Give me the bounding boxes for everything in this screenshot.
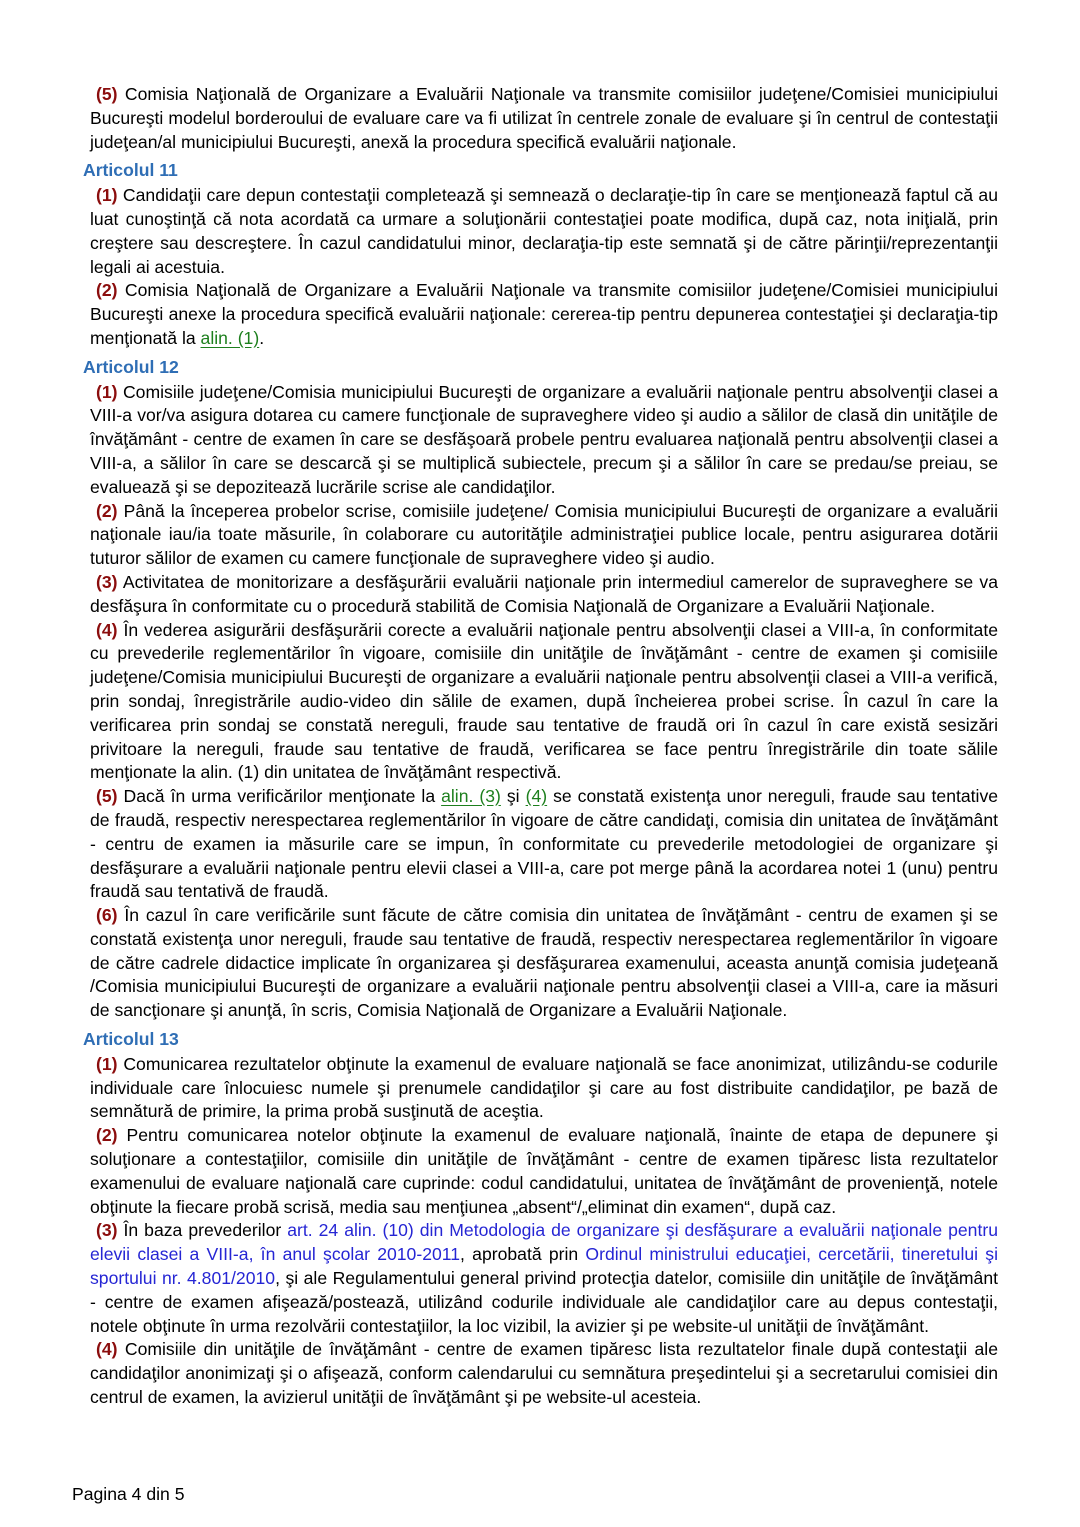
paragraph-number: (6) [96, 905, 118, 926]
paragraph [90, 279, 998, 350]
paragraph-number: (3) [96, 571, 118, 592]
paragraph [90, 785, 998, 904]
page-number-footer: Pagina 4 din 5 [72, 1484, 185, 1504]
paragraph-number: (2) [96, 1125, 118, 1146]
paragraph [90, 904, 998, 1023]
reference-link-alin-4[interactable]: (4) [525, 786, 548, 807]
paragraph-text: Comisiile din unităţile de învăţământ - centre de examen tipăresc lista rezultatelor finale după contestaţii ale candidaţilor anonimizaţi şi o afişează, conform calendarului cu semnătura preşedintelui şi a secretarului comisiei din centrul de examen, la avizierul unităţii de învăţământ şi pe website-ul acesteia. [90, 1339, 998, 1408]
paragraph-text: , şi ale Regulamentului general privind protecţia datelor, comisiile din unităţile de învăţământ - centre de examen afişează/postează, utilizând codurile individuale ale candidaţilor care au depus contestaţii, notele obţinute în urma rezolvării contestaţiilor, la loc vizibil, la avizier şi pe website-ul unităţii de învăţământ. [90, 1268, 998, 1336]
paragraph [90, 500, 998, 571]
reference-link-alin-1[interactable]: alin. (1) [200, 327, 260, 348]
paragraph-number: (1) [96, 1053, 118, 1074]
paragraph-number: (1) [96, 185, 118, 206]
paragraph [90, 1124, 998, 1219]
paragraph-number: (4) [96, 619, 118, 640]
article-heading-11: Articolul 11 [83, 160, 178, 181]
paragraph-text: , aprobată prin [460, 1244, 586, 1265]
paragraph-number: (5) [96, 84, 118, 104]
paragraph-text: se constată existenţa unor nereguli, fraude sau tentative de fraudă, respectiv nerespectarea reglementărilor în vigoare de către candidaţi, comisia din unitatea de învăţământ - centru de examen ia măsurile care se impun, în conformitate cu prevederile metodologiei de organizare şi desfăşurare a evaluării naţionale pentru elevii clasei a VIII-a, care pot merge până la acordarea notei 1 (unu) pentru fraudă sau tentativă de fraudă. [90, 786, 999, 902]
paragraph-text: şi [500, 786, 526, 807]
paragraph [90, 1219, 998, 1338]
paragraph-text: În vederea asigurării desfăşurării corecte a evaluării naţionale pentru absolvenţii clasei a VIII-a, în conformitate cu prevederile reglementărilor în vigoare, comisiile din unităţile de învăţământ - centre de examen şi comisiile judeţene/Comisia municipiului Bucureşti de organizare a evaluării naţionale pentru absolvenţii clasei a VIII-a verifică, prin sondaj, înregistrările audio-video din sălile de examen, după încheierea probei scrise. În cazul în care la verificarea prin sondaj se constată nereguli, fraude sau tentative de fraudă ori în cazul în care există sesizări privitoare la nereguli, fraude sau tentative de fraudă, verificarea se face pentru înregistrările din toate sălile menţionate la alin. (1) din unitatea de învăţământ respectivă. [90, 619, 998, 783]
paragraph-text: Candidaţii care depun contestaţii completează şi semnează o declaraţie-tip în care se menţionează faptul că au luat cunoştinţă că nota acordată ca urmare a soluţionării contestaţiei poate modifica, după caz, nota iniţială, prin creştere sau descreştere. În cazul candidatului minor, declaraţia-tip este semnată şi de către părinţii/reprezentanţii legali ai acestuia. [90, 185, 998, 277]
reference-link-metodologie[interactable]: art. 24 alin. (10) din Metodologia de organizare şi desfăşurare a evaluării naţionale pentru elevii clasei a VIII-a, în anul şcolar 2010-2011 [90, 1220, 998, 1265]
paragraph-text: Până la începerea probelor scrise, comisiile judeţene/ Comisia municipiului Bucureşti de organizare a evaluării naţionale iau/ia toate măsurile, în colaborare cu autorităţile administraţiei publice locale, pentru asigurarea dotării tuturor sălilor de examen cu camere funcţionale de supraveghere video şi audio. [90, 500, 999, 569]
paragraph-number: (5) [96, 786, 118, 807]
paragraph-number: (2) [96, 500, 118, 521]
paragraph [90, 1338, 998, 1409]
paragraph-text: Comisia Naţională de Organizare a Evaluării Naţionale va transmite comisiilor judeţene/Comisiei municipiului Bucureşti anexe la procedura specifică evaluării naţionale: cererea-tip pentru depunerea contestaţiei şi declaraţia-tip menţionată la [90, 280, 999, 348]
paragraph-text: Comunicarea rezultatelor obţinute la examenul de evaluare naţională se face anonimizat, utilizându-se codurile individuale care înlocuiesc numele şi prenumele candidaţilor şi care au fost distribuite candidaţilor, pe bază de semnătură de primire, la prima probă susţinută de aceştia. [90, 1053, 998, 1122]
paragraph-number: (1) [96, 381, 118, 402]
paragraph-text: Pentru comunicarea notelor obţinute la examenul de evaluare naţională, înainte de etapa de depunere şi soluţionare a contestaţiilor, comisiile din unităţile de învăţământ - centre de examen tipăresc lista rezultatelor examenului de evaluare naţională care cuprinde: codul candidatului, unitatea de învăţământ de provenienţă, notele obţinute la fiecare probă scrisă, media sau menţiunea „absent“/„eliminat din examen“, după caz. [90, 1125, 998, 1217]
paragraph-text: Dacă în urma verificărilor menţionate la [123, 786, 442, 807]
paragraph [90, 571, 998, 619]
paragraph-number: (4) [96, 1339, 118, 1360]
reference-link-ordin[interactable]: Ordinul ministrului educaţiei, cercetării, tineretului şi sportului nr. 4.801/2010 [90, 1244, 998, 1289]
paragraph [90, 619, 998, 786]
paragraph [90, 381, 998, 500]
paragraph-number: (2) [96, 280, 118, 301]
article-heading-13: Articolul 13 [83, 1029, 179, 1050]
reference-link-alin-3[interactable]: alin. (3) [441, 786, 501, 807]
paragraph-text: Comisiile judeţene/Comisia municipiului Bucureşti de organizare a evaluării naţionale pentru absolvenţii clasei a VIII-a vor/va asigura dotarea cu camere funcţionale de supraveghere video şi audio a sălilor de clasă din unităţile de învăţământ - centre de examen în care se desfăşoară probele pentru evaluarea naţională pentru absolvenţii clasei a VIII-a, a sălilor în care se descarcă şi se multiplică subiectele, precum şi a sălilor în care se predau/se preiau, se evaluează şi se depozitează lucrările scrise ale candidaţilor. [90, 381, 998, 497]
paragraph [90, 184, 998, 279]
document-body [83, 83, 999, 1410]
paragraph-text: În baza prevederilor [123, 1220, 288, 1241]
paragraph-text: . [259, 327, 265, 348]
paragraph-text: În cazul în care verificările sunt făcute de către comisia din unitatea de învăţământ - centru de examen şi se constată existenţa unor nereguli, fraude sau tentative de fraudă, respectiv nerespectarea reglementărilor în vigoare de către cadrele didactice implicate în organizarea şi desfăşurarea examenului, aceasta anunţă comisia judeţeană /Comisia municipiului Bucureşti de organizare a evaluării naţionale pentru absolvenţii clasei a VIII-a, care ia măsuri de sancţionare şi anunţă, în scris, Comisia Naţională de Organizare a Evaluării Naţionale. [90, 905, 998, 1021]
paragraph-text: Comisia Naţională de Organizare a Evaluării Naţionale va transmite comisiilor judeţene/Comisiei municipiului Bucureşti modelul borderoului de evaluare care va fi utilizat în centrele zonale de evaluare şi în centrul de contestaţii judeţean/al municipiului Bucureşti, anexă la procedura specifică evaluării naţionale. [90, 84, 999, 152]
article-heading-12: Articolul 12 [83, 356, 179, 377]
paragraph-number: (3) [96, 1220, 118, 1241]
paragraph-text: Activitatea de monitorizare a desfăşurării evaluării naţionale prin intermediul camerelor de supraveghere se va desfăşura în conformitate cu o procedură stabilită de Comisia Naţională de Organizare a Evaluării Naţionale. [90, 571, 998, 616]
paragraph [90, 83, 998, 154]
paragraph [90, 1053, 998, 1124]
